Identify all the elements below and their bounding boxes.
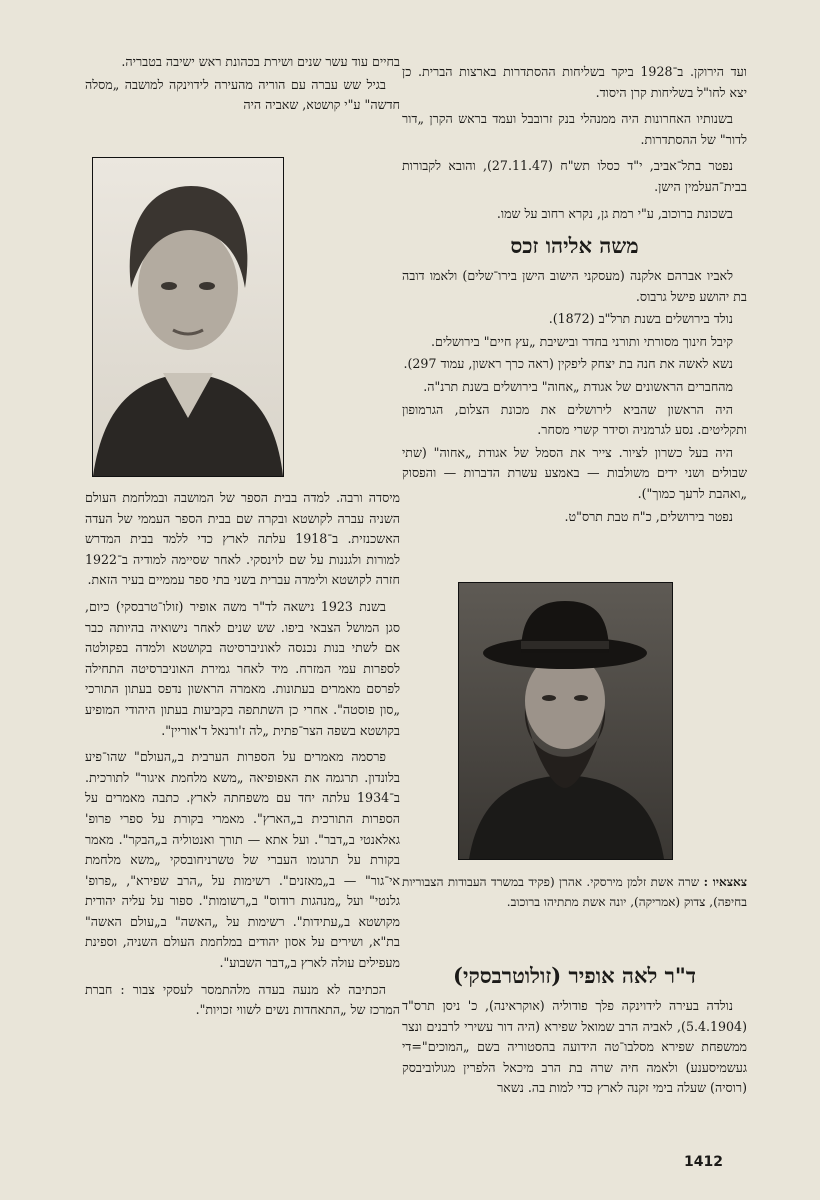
paragraph: בשכונת ברוכוב, ע"י רמת גן, נקרא רחוב על שמו.: [496, 205, 733, 221]
paragraph: נשא לאשה את חנה בת יצחק ליפקין (ראה כרך ראשון, עמוד 297).: [403, 356, 733, 372]
caption-label: צאצאיו :: [703, 875, 747, 889]
left-column-top: [85, 52, 400, 122]
paragraph: בגיל שש עברה עם הוריה מהעירה לידוינקה למושבה „מסלה חדשה" ע"י קושטא, שאביה היה: [85, 76, 400, 113]
paragraph: נפטר בירושלים, כ"ח טבת תרס"ט.: [564, 508, 733, 524]
paragraph: היה בעל כשרון לציור. צייר את הסמל של אגודת „אחוה" (שתי שבולים ושני ידים משולבות — באמצע עשרת הדברות — והפסוק „ואהבת לרעך כמוך").: [402, 444, 747, 501]
paragraph: בחיים עוד עשר שנים ושירת בכהונת ראש ישיבה בטבריה.: [121, 54, 400, 69]
right-column-top: [402, 62, 747, 230]
paragraph: הכתיבה לא מנעה בעדה מלהתמסר לעסקי צבור : חברת המרכז של „התאחדות נשים לשווי זכויות".: [85, 981, 400, 1018]
right-column-ofir: [402, 996, 747, 1105]
paragraph: נולדה בעירה לידוינקה פלך פודוליה (אוקראינה), כ' ניסן תרס"ד (5.4.1904), לאביה הרב שמואל שפירא (היה דור עשירי לרבנים ונצר ממשפחת שפירא מסלבו־טה הידועה בהסטוריה בשם „המוכים"=די געשמיסענע) ולאמה חיה שרה בת הרב מיכאל הלפרין מגולוביבסק (רוסיה) שעלה בימי זקנה לארץ כדי למות בה. נשאר: [402, 998, 747, 1096]
section-heading-ofir: ד"ר לאה אופיר (זולוטרבסקי): [453, 963, 696, 988]
paragraph: נפטר בתל־אביב, י"ד כסלו תש"ח (27.11.47), והובא לקבורות בבית־העלמין הישן.: [402, 158, 747, 194]
caption-text: שרה אשת זלמן מירסקי. אהרן (פקיד במשרד העבודות הצבוריות בחיפה), צדוק (אמריקה), יונה אשת מתתיהו ברוכוב.: [402, 875, 747, 909]
paragraph: לאביו אברהם אלקנה (מעסקני הישוב הישן בירו־שלים) ולאמו דובה בת יהושע פישל גרבוס.: [402, 268, 747, 304]
portrait-man-image: [459, 583, 672, 859]
portrait-woman-image: [93, 158, 283, 476]
portrait-photo-woman: [92, 157, 284, 477]
paragraph: מהחברים הראשונים של אגודת „אחוה" בירושלים בשנת תרנ"ה.: [423, 378, 733, 394]
paragraph: בשנת 1923 נישאה לד"ר משה אופיר (זולו־טרבסקי) כיום, סגן המושל הצבאי ביפו. שש שנים לאחר נישואיה בהיותה כבר אם לשתי בנות נכנסה לאוניברסיטה בקושטא ולמדה בפקולטה לספרות עמי המזרח. מיד לאחר גמירת האוניברסיטה התחילה לפרסם מאמרים בעתונות. מאמרה הראשון נדפס בעתון התורכי „סון פוסטה". אחרי כן השתתפה בקביעות בעתון היהודי המופיע בקושטא בשפה הצר־פתית „לה ז'ורנאל ד'אוריין".: [85, 598, 400, 738]
paragraph: ועד הירוקן. ב־1928 ביקר בשליחות ההסתדרות בארצות הברית. כן יצא לחו"ל בשליחות קרן היסוד.: [402, 64, 747, 100]
portrait-photo-man: [458, 582, 673, 860]
paragraph: בשנותיו האחרונות היה ממנהלי בנק זרובבל ועמד בראש הקרן „דור לדור" של ההסתדרות.: [402, 111, 747, 147]
left-column-bottom: [85, 488, 400, 1027]
paragraph: קיבל חינוך מסורתי ותורני בחדר ובישיבת „עץ חיים" בירושלים.: [430, 333, 733, 349]
right-column-bio: [402, 266, 747, 529]
paragraph: פרסמה מאמרים על הספרות הערבית ב„העולם" שהו־פיע בלונדון. תרגמה את האפופיאה „משא מלחמת איגור" לתורכית. ב־1934 עלתה יחד עם משפחתה לארץ. כתבה מאמרים על הספרות התורכית ב„הארץ". מאמרי בקורת על ספרי פרופ' גאלאנטי ב„דבר". ועל אתא — תורך ואנטוליה ב„הבקר". מאמר בקורת על תרגומו העברי של טשרניחובסקי „משא מלחמת אי־גור" — ב„מאזנים". רשימות על „הרב שפירא", „פרופ' גלנטי" ועל „מנהגות רודוס" ב„רשומות". ספור על עליה יהודית מקושטא ב„עתידות". רשימות על „האשה" ב„עולם האשה" בת"א, ושירים על אסון יהודים במלחמת העולם השניה, וספינת מעפילים עולה לארץ ב„דבר השבוע".: [85, 749, 400, 971]
page-number: 1412: [684, 1154, 723, 1170]
photo-caption: [402, 872, 747, 912]
paragraph: מיסדה ורבה. למדה בבית הספר של המושבה ובמלחמת העולם השניה עברה לקושטא ובקרה שם בבית הספר העממי של העדה האשכנזית. ב־1918 עלתה לארץ כדי ללמד בבית המדרש למורות ולגננות על שם לוינסקי. לאחר שסיימה למודיה ב־1922 חזרה לקושטא ולימדה עברית בשני בתי ספר עממיים בעיר הזאת.: [85, 490, 401, 588]
section-heading-zaks: משה אליהו זכס: [510, 233, 639, 258]
paragraph: היה הראשון שהביא לירושלים את מכונת הצלום, הגרמופון ותקליטים. נסע לגרמניה וסידר קשרי מסחר.: [402, 401, 747, 438]
paragraph: נולד בירושלים בשנת תרל"ב (1872).: [548, 311, 733, 327]
